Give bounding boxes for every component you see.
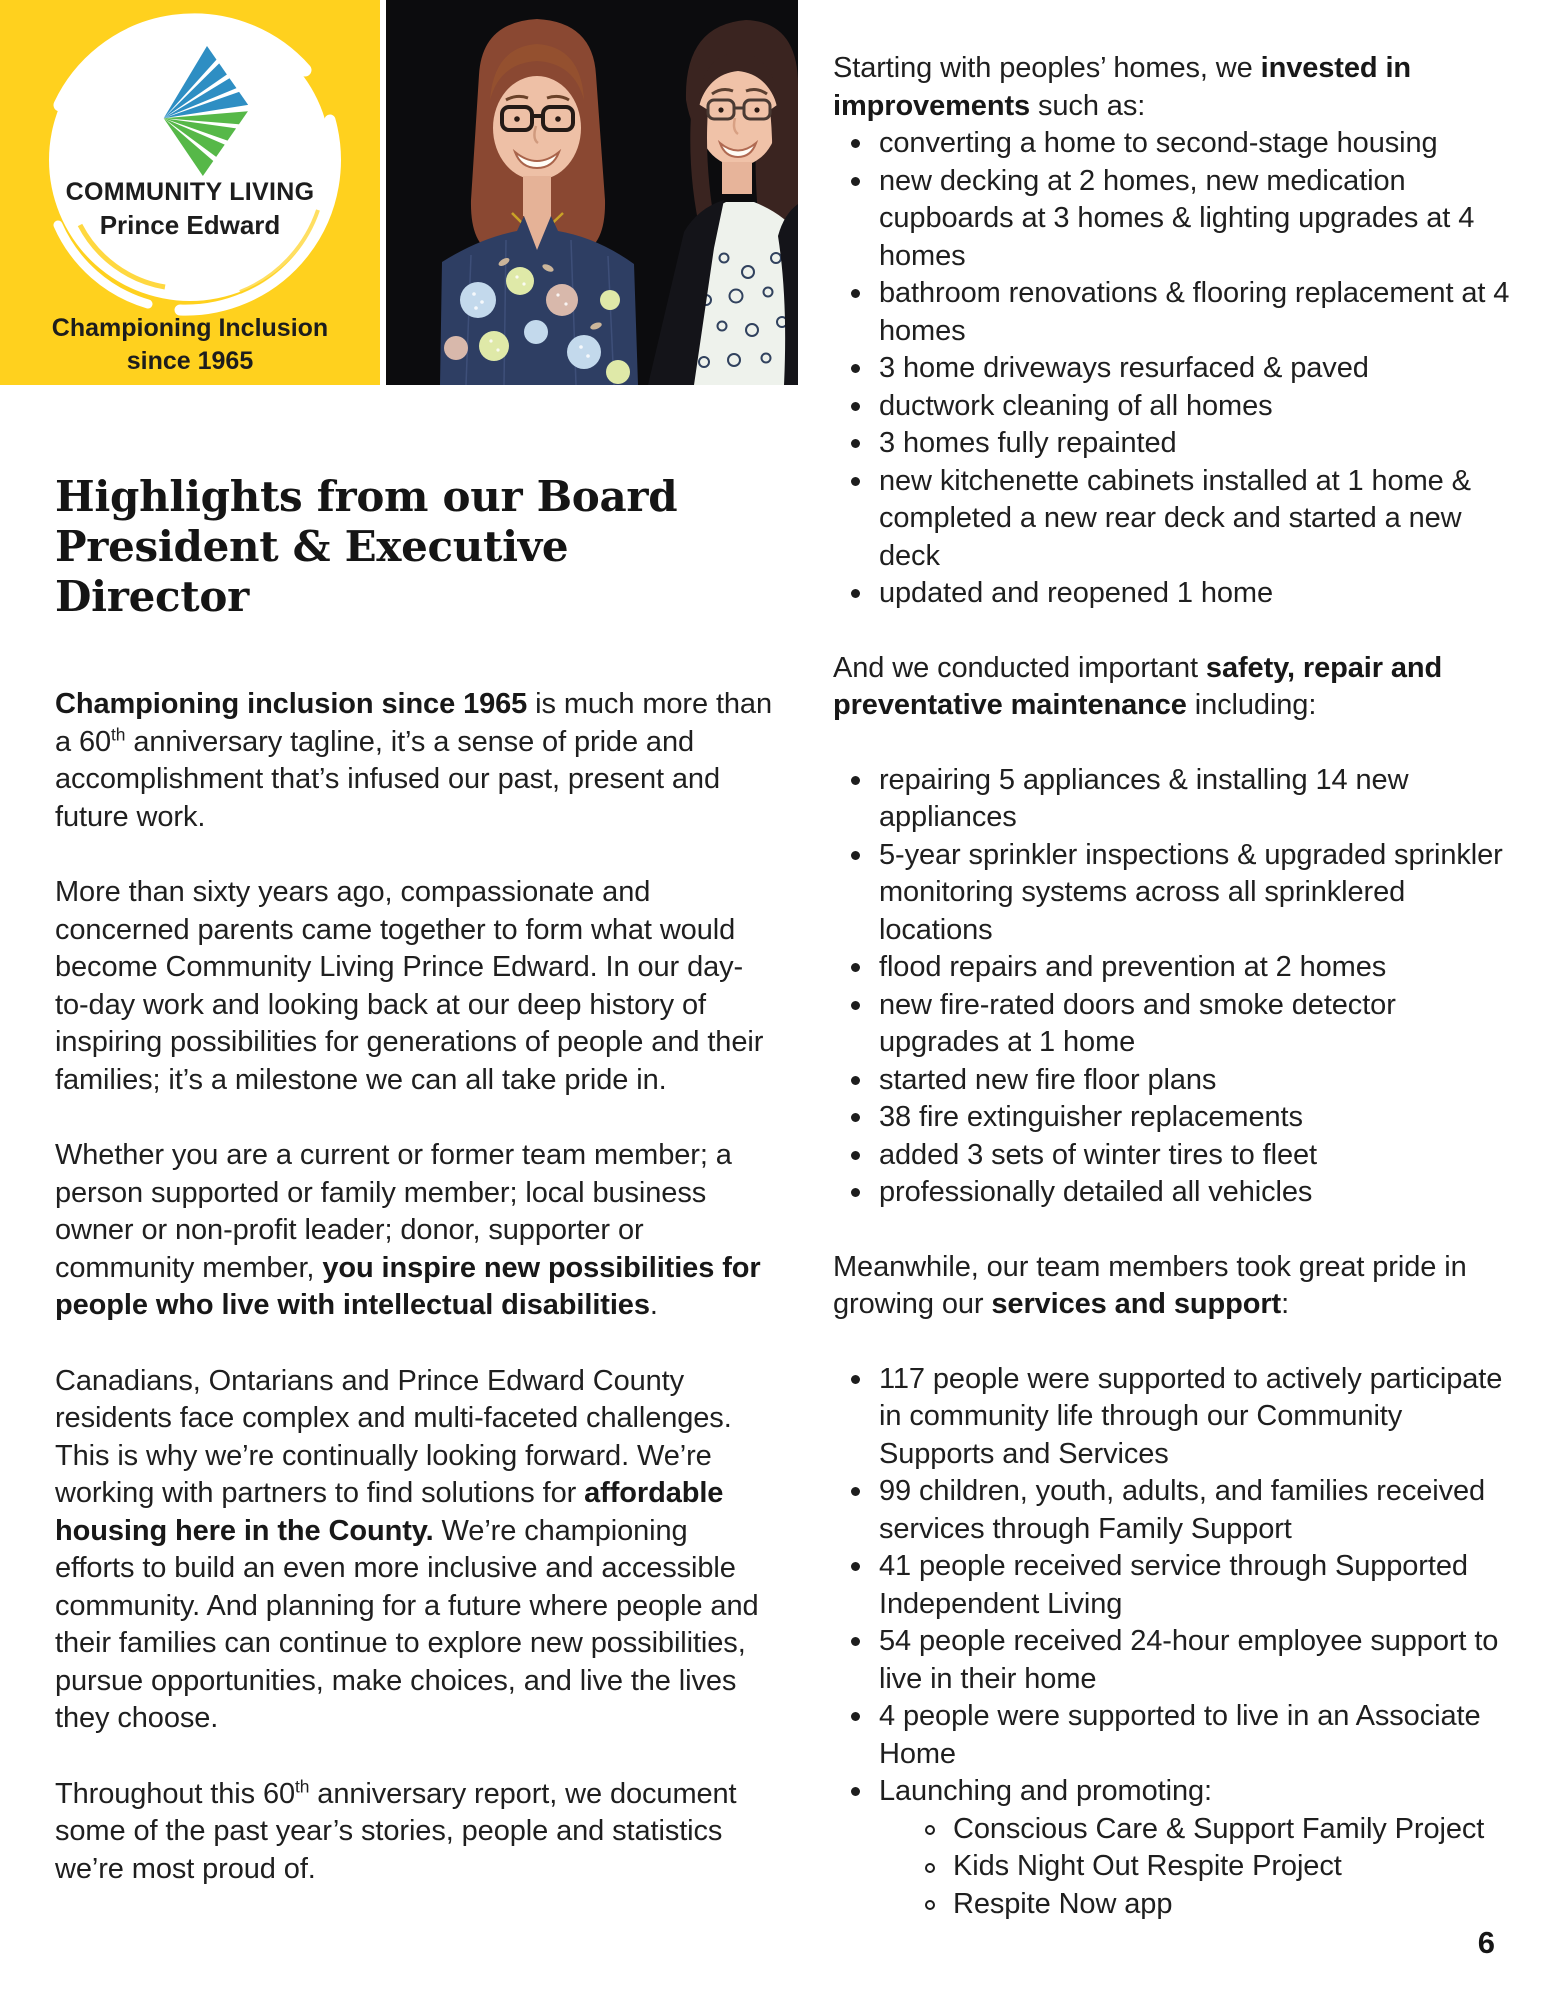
photo-two-people [386, 0, 798, 385]
text-run: th [111, 723, 126, 744]
dot-bullet-icon [847, 1473, 879, 1548]
circle-bullet-icon [921, 1848, 953, 1886]
list-item-text [879, 1099, 1521, 1137]
text-run: 38 fire extinguisher replacements [879, 1101, 1303, 1133]
text-run: More than sixty years ago, compassionate and concerned parents came together to form what would become Community Living Prince Edward. In our day-to-day work and looking back at our deep history of inspiring possibilities for generations of people and their families; it’s a milestone we can all take pride in. [55, 876, 764, 1096]
list-item-text [879, 949, 1521, 987]
text-run: Throughout this 60 [55, 1777, 296, 1810]
list-item-text [879, 762, 1521, 837]
list-item [833, 163, 1521, 276]
dot-bullet-icon [847, 1623, 879, 1698]
left-column-paragraphs [55, 686, 773, 1888]
dot-bullet-icon [847, 837, 879, 950]
list-item [833, 837, 1521, 950]
list-item [833, 425, 1521, 463]
list-item [833, 1361, 1521, 1474]
text-run: converting a home to second-stage housing [879, 127, 1438, 159]
tagline-line2: since 1965 [126, 347, 254, 375]
paragraph [833, 1249, 1521, 1324]
list-item-text [953, 1848, 1521, 1886]
list-item-text [879, 575, 1521, 613]
bold-text-run: services and support [991, 1288, 1282, 1320]
list-item-text [879, 125, 1521, 163]
text-run: such as: [1030, 89, 1146, 122]
list-item [833, 388, 1521, 426]
text-run: 3 home driveways resurfaced & paved [879, 352, 1369, 384]
dot-bullet-icon [847, 1062, 879, 1100]
dot-bullet-icon [847, 163, 879, 276]
list-item-text [879, 425, 1521, 463]
text-run: 3 homes fully repainted [879, 427, 1177, 459]
text-run: Respite Now app [953, 1887, 1173, 1920]
text-run: Conscious Care & Support Family Project [953, 1812, 1485, 1845]
paragraph [55, 686, 773, 836]
dot-bullet-icon [847, 575, 879, 613]
dot-bullet-icon [847, 425, 879, 463]
list-item [833, 1062, 1521, 1100]
list-item-text [879, 388, 1521, 426]
list-item-text [879, 350, 1521, 388]
list-item-text [879, 163, 1521, 276]
list-item [833, 463, 1521, 576]
text-run: And we conducted important [833, 651, 1206, 684]
logo-wordmark-line1: COMMUNITY LIVING [65, 178, 315, 206]
text-run: . [649, 1289, 658, 1321]
list-item-text [879, 1174, 1521, 1212]
text-run: Meanwhile, our team members took great pride in growing our [833, 1250, 1467, 1320]
dot-bullet-icon [847, 275, 879, 350]
bold-text-run: affordable housing here in the County. [55, 1477, 724, 1547]
dot-bullet-icon [847, 463, 879, 576]
list-item [833, 1698, 1521, 1773]
dot-bullet-icon [847, 125, 879, 163]
left-column [55, 472, 773, 1888]
text-run: th [295, 1775, 310, 1796]
text-run: repairing 5 appliances & installing 14 new appliances [879, 763, 1409, 833]
list-item-text [879, 1698, 1521, 1773]
dot-bullet-icon [847, 1361, 879, 1474]
list-item [833, 1137, 1521, 1175]
dot-bullet-icon [847, 388, 879, 426]
dot-bullet-icon [847, 1137, 879, 1175]
list-item-text [879, 463, 1521, 576]
bold-text-run: you inspire new possibilities for people who live with intellectual disabilities [55, 1251, 761, 1321]
logo-banner [0, 0, 380, 385]
list-item [833, 1773, 1521, 1811]
list-item [833, 1473, 1521, 1548]
text-run: new kitchenette cabinets installed at 1 home & completed a new rear deck and started a new deck [879, 464, 1471, 572]
text-run: 54 people received 24-hour employee support to live in their home [879, 1625, 1499, 1695]
sub-list-item [833, 1848, 1521, 1886]
list-item-text [953, 1811, 1521, 1849]
text-run: is much more than a 60 [55, 688, 772, 758]
text-run: 41 people received service through Supported Independent Living [879, 1550, 1468, 1620]
bullet-list [833, 1361, 1521, 1924]
photo-illustration [386, 0, 798, 385]
list-item-text [879, 1473, 1521, 1548]
text-run: new decking at 2 homes, new medication cupboards at 3 homes & lighting upgrades at 4 homes [879, 164, 1475, 272]
right-column [833, 50, 1521, 1923]
list-item-text [879, 1062, 1521, 1100]
bold-text-run: safety, repair and preventative maintenance [833, 651, 1443, 721]
dot-bullet-icon [847, 1773, 879, 1811]
list-item [833, 949, 1521, 987]
list-item [833, 1623, 1521, 1698]
circle-bullet-icon [921, 1811, 953, 1849]
paragraph [833, 650, 1521, 725]
list-item-text [879, 1361, 1521, 1474]
dot-bullet-icon [847, 987, 879, 1062]
community-living-diamond-icon [160, 44, 254, 178]
text-run: added 3 sets of winter tires to fleet [879, 1138, 1317, 1171]
text-run: 99 children, youth, adults, and families received services through Family Support [879, 1475, 1486, 1545]
text-run: Starting with peoples’ homes, we [833, 52, 1261, 84]
dot-bullet-icon [847, 1099, 879, 1137]
bullet-list [833, 762, 1521, 1212]
list-item-text [879, 1773, 1521, 1811]
bold-text-run: invested in improvements [833, 52, 1412, 122]
page-title [55, 472, 773, 622]
list-item [833, 1548, 1521, 1623]
dot-bullet-icon [847, 350, 879, 388]
dot-bullet-icon [847, 1548, 879, 1623]
list-item [833, 575, 1521, 613]
paragraph [55, 874, 773, 1099]
list-item [833, 275, 1521, 350]
dot-bullet-icon [847, 762, 879, 837]
tagline [0, 312, 380, 378]
bold-text-run: Championing inclusion since 1965 [55, 688, 528, 720]
sub-list-item [833, 1886, 1521, 1924]
list-item [833, 987, 1521, 1062]
list-item-text [879, 837, 1521, 950]
logo-wordmark-line2: Prince Edward [99, 210, 281, 240]
list-item [833, 1099, 1521, 1137]
list-item-text [879, 1623, 1521, 1698]
text-run: ductwork cleaning of all homes [879, 389, 1273, 422]
tagline-line1: Championing Inclusion [51, 314, 329, 342]
dot-bullet-icon [847, 1698, 879, 1773]
list-item [833, 125, 1521, 163]
text-run: Whether you are a current or former team member; a person supported or family member; local business owner or non-profit leader; donor, supporter or community member, [55, 1139, 732, 1284]
list-item-text [879, 1137, 1521, 1175]
text-run: 4 people were supported to live in an Associate Home [879, 1700, 1481, 1770]
text-run: : [1281, 1288, 1290, 1320]
text-run: Kids Night Out Respite Project [953, 1850, 1342, 1882]
text-run: updated and reopened 1 home [879, 577, 1273, 609]
text-run: Launching and promoting: [879, 1775, 1212, 1807]
text-run: flood repairs and prevention at 2 homes [879, 951, 1387, 983]
text-run: 5-year sprinkler inspections & upgraded sprinkler monitoring systems across all sprinklered locations [879, 838, 1503, 946]
paragraph [55, 1363, 773, 1738]
list-item [833, 762, 1521, 837]
list-item-text [953, 1886, 1521, 1924]
page-title-line2: President & Executive Director [55, 522, 569, 621]
text-run: anniversary tagline, it’s a sense of pride and accomplishment that’s infused our past, present and future work. [55, 725, 720, 833]
page-number: 6 [1477, 1925, 1495, 1960]
text-run: including: [1186, 689, 1317, 721]
text-run: bathroom renovations & flooring replacement at 4 homes [879, 277, 1510, 347]
list-item-text [879, 1548, 1521, 1623]
dot-bullet-icon [847, 1174, 879, 1212]
text-run: started new fire floor plans [879, 1063, 1217, 1096]
text-run: new fire-rated doors and smoke detector upgrades at 1 home [879, 988, 1396, 1058]
list-item-text [879, 987, 1521, 1062]
list-item-text [879, 275, 1521, 350]
paragraph [833, 50, 1521, 125]
list-item [833, 1174, 1521, 1212]
paragraph [55, 1137, 773, 1325]
circle-bullet-icon [921, 1886, 953, 1924]
text-run: Canadians, Ontarians and Prince Edward County residents face complex and multi-faceted challenges. This is why we’re continually looking forward. We’re working with partners to find solutions for [55, 1364, 732, 1509]
bullet-list [833, 125, 1521, 613]
paragraph [55, 1776, 773, 1889]
dot-bullet-icon [847, 949, 879, 987]
page-title-line1: Highlights from our Board [55, 472, 678, 521]
list-item [833, 350, 1521, 388]
text-run: anniversary report, we document some of the past year’s stories, people and statistics we’re most proud of. [55, 1777, 737, 1885]
text-run: We’re championing efforts to build an even more inclusive and accessible community. And planning for a future where people and their families can continue to explore new possibilities, pursue opportunities, make choices, and live the lives they choose. [55, 1514, 759, 1734]
text-run: professionally detailed all vehicles [879, 1176, 1313, 1208]
text-run: 117 people were supported to actively participate in community life through our Community Supports and Services [879, 1362, 1503, 1470]
sub-list-item [833, 1811, 1521, 1849]
